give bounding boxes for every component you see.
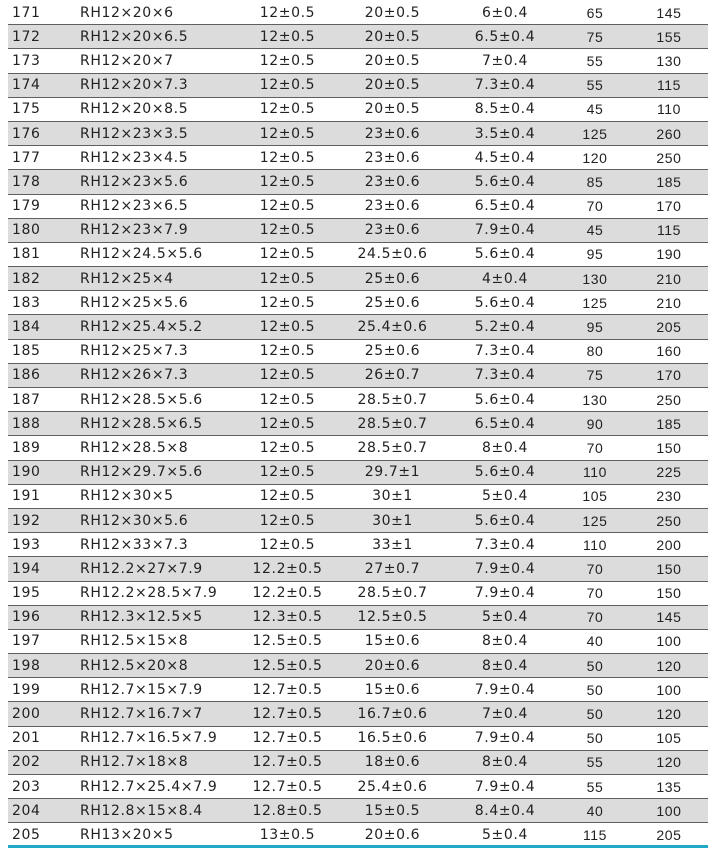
- inner-diameter-cell: 12±0.5: [240, 25, 335, 49]
- outer-diameter-cell: 23±0.6: [335, 218, 450, 242]
- table-row: [8, 73, 708, 97]
- value-b-cell: 190: [630, 242, 708, 266]
- value-b-cell: 200: [630, 533, 708, 557]
- row-number: 177: [8, 146, 80, 170]
- outer-diameter-cell: 18±0.6: [335, 750, 450, 774]
- value-b-cell: 105: [630, 726, 708, 750]
- value-a-cell: 45: [560, 218, 630, 242]
- row-number: 198: [8, 654, 80, 678]
- width-cell: 7.9±0.4: [450, 557, 560, 581]
- outer-diameter-cell: 23±0.6: [335, 194, 450, 218]
- table-row: [8, 146, 708, 170]
- width-cell: 5±0.4: [450, 484, 560, 508]
- table-row: [8, 750, 708, 774]
- model-cell: RH12×23×3.5: [80, 121, 240, 145]
- inner-diameter-cell: 12.7±0.5: [240, 678, 335, 702]
- width-cell: 7.3±0.4: [450, 73, 560, 97]
- model-cell: RH13×20×5: [80, 823, 240, 847]
- outer-diameter-cell: 20±0.5: [335, 1, 450, 25]
- inner-diameter-cell: 12±0.5: [240, 49, 335, 73]
- width-cell: 4.5±0.4: [450, 146, 560, 170]
- inner-diameter-cell: 12±0.5: [240, 194, 335, 218]
- table-row: [8, 363, 708, 387]
- inner-diameter-cell: 12±0.5: [240, 315, 335, 339]
- table-row: [8, 25, 708, 49]
- outer-diameter-cell: 25±0.6: [335, 291, 450, 315]
- width-cell: 5.6±0.4: [450, 508, 560, 532]
- value-b-cell: 210: [630, 267, 708, 291]
- inner-diameter-cell: 12±0.5: [240, 146, 335, 170]
- outer-diameter-cell: 25.4±0.6: [335, 775, 450, 799]
- outer-diameter-cell: 15±0.6: [335, 678, 450, 702]
- value-a-cell: 80: [560, 339, 630, 363]
- width-cell: 8±0.4: [450, 629, 560, 653]
- inner-diameter-cell: 12±0.5: [240, 1, 335, 25]
- row-number: 202: [8, 750, 80, 774]
- width-cell: 5.6±0.4: [450, 388, 560, 412]
- table-row: [8, 654, 708, 678]
- width-cell: 7.9±0.4: [450, 678, 560, 702]
- model-cell: RH12.7×16.7×7: [80, 702, 240, 726]
- outer-diameter-cell: 20±0.5: [335, 25, 450, 49]
- value-a-cell: 130: [560, 267, 630, 291]
- outer-diameter-cell: 20±0.5: [335, 49, 450, 73]
- inner-diameter-cell: 12±0.5: [240, 460, 335, 484]
- table-row: [8, 412, 708, 436]
- value-a-cell: 70: [560, 436, 630, 460]
- row-number: 196: [8, 605, 80, 629]
- row-number: 185: [8, 339, 80, 363]
- value-a-cell: 90: [560, 412, 630, 436]
- value-a-cell: 105: [560, 484, 630, 508]
- row-number: 204: [8, 799, 80, 823]
- inner-diameter-cell: 12.2±0.5: [240, 581, 335, 605]
- outer-diameter-cell: 23±0.6: [335, 121, 450, 145]
- table-row: [8, 291, 708, 315]
- value-a-cell: 55: [560, 49, 630, 73]
- inner-diameter-cell: 12±0.5: [240, 508, 335, 532]
- model-cell: RH12×30×5: [80, 484, 240, 508]
- width-cell: 5.6±0.4: [450, 460, 560, 484]
- outer-diameter-cell: 28.5±0.7: [335, 412, 450, 436]
- value-b-cell: 250: [630, 508, 708, 532]
- row-number: 193: [8, 533, 80, 557]
- width-cell: 7.3±0.4: [450, 533, 560, 557]
- value-a-cell: 55: [560, 73, 630, 97]
- table-row: [8, 484, 708, 508]
- model-cell: RH12×20×7: [80, 49, 240, 73]
- value-b-cell: 145: [630, 1, 708, 25]
- outer-diameter-cell: 25±0.6: [335, 267, 450, 291]
- row-number: 188: [8, 412, 80, 436]
- width-cell: 5.6±0.4: [450, 170, 560, 194]
- inner-diameter-cell: 12±0.5: [240, 121, 335, 145]
- row-number: 179: [8, 194, 80, 218]
- width-cell: 5.2±0.4: [450, 315, 560, 339]
- value-b-cell: 225: [630, 460, 708, 484]
- outer-diameter-cell: 12.5±0.5: [335, 605, 450, 629]
- model-cell: RH12×30×5.6: [80, 508, 240, 532]
- value-b-cell: 185: [630, 170, 708, 194]
- value-b-cell: 100: [630, 678, 708, 702]
- model-cell: RH12.7×18×8: [80, 750, 240, 774]
- value-b-cell: 145: [630, 605, 708, 629]
- model-cell: RH12×23×6.5: [80, 194, 240, 218]
- inner-diameter-cell: 12±0.5: [240, 73, 335, 97]
- value-b-cell: 260: [630, 121, 708, 145]
- row-number: 200: [8, 702, 80, 726]
- table-row: [8, 218, 708, 242]
- width-cell: 7±0.4: [450, 49, 560, 73]
- value-a-cell: 115: [560, 823, 630, 847]
- width-cell: 7.3±0.4: [450, 339, 560, 363]
- inner-diameter-cell: 12±0.5: [240, 484, 335, 508]
- value-a-cell: 85: [560, 170, 630, 194]
- row-number: 199: [8, 678, 80, 702]
- value-b-cell: 210: [630, 291, 708, 315]
- outer-diameter-cell: 25.4±0.6: [335, 315, 450, 339]
- value-b-cell: 155: [630, 25, 708, 49]
- row-number: 201: [8, 726, 80, 750]
- row-number: 182: [8, 267, 80, 291]
- value-a-cell: 50: [560, 726, 630, 750]
- model-cell: RH12×28.5×8: [80, 436, 240, 460]
- table-row: [8, 823, 708, 847]
- value-a-cell: 120: [560, 146, 630, 170]
- outer-diameter-cell: 30±1: [335, 508, 450, 532]
- inner-diameter-cell: 12.8±0.5: [240, 799, 335, 823]
- value-b-cell: 150: [630, 557, 708, 581]
- table-row: [8, 388, 708, 412]
- width-cell: 4±0.4: [450, 267, 560, 291]
- outer-diameter-cell: 27±0.7: [335, 557, 450, 581]
- value-a-cell: 70: [560, 194, 630, 218]
- model-cell: RH12×20×6.5: [80, 25, 240, 49]
- outer-diameter-cell: 16.5±0.6: [335, 726, 450, 750]
- model-cell: RH12×25×4: [80, 267, 240, 291]
- value-b-cell: 115: [630, 73, 708, 97]
- row-number: 191: [8, 484, 80, 508]
- table-row: [8, 194, 708, 218]
- row-number: 176: [8, 121, 80, 145]
- model-cell: RH12×25×7.3: [80, 339, 240, 363]
- outer-diameter-cell: 29.7±1: [335, 460, 450, 484]
- table-row: [8, 315, 708, 339]
- table-row: [8, 267, 708, 291]
- outer-diameter-cell: 25±0.6: [335, 339, 450, 363]
- row-number: 174: [8, 73, 80, 97]
- inner-diameter-cell: 12±0.5: [240, 363, 335, 387]
- model-cell: RH12×23×4.5: [80, 146, 240, 170]
- value-a-cell: 75: [560, 25, 630, 49]
- row-number: 203: [8, 775, 80, 799]
- spec-table: [8, 1, 708, 848]
- width-cell: 5.6±0.4: [450, 242, 560, 266]
- table-row: [8, 460, 708, 484]
- model-cell: RH12.7×25.4×7.9: [80, 775, 240, 799]
- row-number: 178: [8, 170, 80, 194]
- row-number: 171: [8, 1, 80, 25]
- width-cell: 5.6±0.4: [450, 291, 560, 315]
- table-row: [8, 339, 708, 363]
- model-cell: RH12.5×20×8: [80, 654, 240, 678]
- width-cell: 7.9±0.4: [450, 726, 560, 750]
- value-a-cell: 125: [560, 291, 630, 315]
- model-cell: RH12.5×15×8: [80, 629, 240, 653]
- table-row: [8, 508, 708, 532]
- width-cell: 3.5±0.4: [450, 121, 560, 145]
- inner-diameter-cell: 13±0.5: [240, 823, 335, 847]
- value-b-cell: 170: [630, 194, 708, 218]
- value-a-cell: 40: [560, 629, 630, 653]
- row-number: 181: [8, 242, 80, 266]
- value-b-cell: 170: [630, 363, 708, 387]
- value-b-cell: 205: [630, 823, 708, 847]
- width-cell: 7.3±0.4: [450, 363, 560, 387]
- inner-diameter-cell: 12.7±0.5: [240, 750, 335, 774]
- value-a-cell: 40: [560, 799, 630, 823]
- width-cell: 7.9±0.4: [450, 581, 560, 605]
- row-number: 173: [8, 49, 80, 73]
- value-a-cell: 75: [560, 363, 630, 387]
- outer-diameter-cell: 33±1: [335, 533, 450, 557]
- outer-diameter-cell: 26±0.7: [335, 363, 450, 387]
- table-row: [8, 605, 708, 629]
- inner-diameter-cell: 12±0.5: [240, 170, 335, 194]
- model-cell: RH12.7×16.5×7.9: [80, 726, 240, 750]
- outer-diameter-cell: 15±0.5: [335, 799, 450, 823]
- model-cell: RH12×20×8.5: [80, 97, 240, 121]
- value-b-cell: 130: [630, 49, 708, 73]
- width-cell: 8±0.4: [450, 436, 560, 460]
- table-row: [8, 678, 708, 702]
- value-a-cell: 50: [560, 702, 630, 726]
- width-cell: 8±0.4: [450, 654, 560, 678]
- table-row: [8, 49, 708, 73]
- row-number: 172: [8, 25, 80, 49]
- value-a-cell: 110: [560, 460, 630, 484]
- value-b-cell: 115: [630, 218, 708, 242]
- value-b-cell: 120: [630, 750, 708, 774]
- value-b-cell: 250: [630, 388, 708, 412]
- value-b-cell: 205: [630, 315, 708, 339]
- model-cell: RH12×23×7.9: [80, 218, 240, 242]
- table-row: [8, 97, 708, 121]
- table-row: [8, 242, 708, 266]
- value-a-cell: 70: [560, 581, 630, 605]
- inner-diameter-cell: 12±0.5: [240, 218, 335, 242]
- table-row: [8, 436, 708, 460]
- table-row: [8, 557, 708, 581]
- inner-diameter-cell: 12.3±0.5: [240, 605, 335, 629]
- model-cell: RH12×26×7.3: [80, 363, 240, 387]
- model-cell: RH12.8×15×8.4: [80, 799, 240, 823]
- model-cell: RH12×25.4×5.2: [80, 315, 240, 339]
- inner-diameter-cell: 12.5±0.5: [240, 654, 335, 678]
- table-row: [8, 170, 708, 194]
- value-b-cell: 230: [630, 484, 708, 508]
- model-cell: RH12×25×5.6: [80, 291, 240, 315]
- outer-diameter-cell: 23±0.6: [335, 170, 450, 194]
- model-cell: RH12×24.5×5.6: [80, 242, 240, 266]
- width-cell: 5±0.4: [450, 823, 560, 847]
- inner-diameter-cell: 12±0.5: [240, 412, 335, 436]
- value-a-cell: 45: [560, 97, 630, 121]
- row-number: 192: [8, 508, 80, 532]
- model-cell: RH12×28.5×6.5: [80, 412, 240, 436]
- outer-diameter-cell: 23±0.6: [335, 146, 450, 170]
- value-a-cell: 55: [560, 775, 630, 799]
- value-a-cell: 125: [560, 508, 630, 532]
- width-cell: 6.5±0.4: [450, 194, 560, 218]
- width-cell: 8±0.4: [450, 750, 560, 774]
- outer-diameter-cell: 15±0.6: [335, 629, 450, 653]
- value-a-cell: 50: [560, 678, 630, 702]
- table-row: [8, 775, 708, 799]
- inner-diameter-cell: 12±0.5: [240, 242, 335, 266]
- table-row: [8, 629, 708, 653]
- width-cell: 6±0.4: [450, 1, 560, 25]
- model-cell: RH12×28.5×5.6: [80, 388, 240, 412]
- row-number: 183: [8, 291, 80, 315]
- row-number: 175: [8, 97, 80, 121]
- outer-diameter-cell: 28.5±0.7: [335, 581, 450, 605]
- width-cell: 6.5±0.4: [450, 412, 560, 436]
- row-number: 194: [8, 557, 80, 581]
- width-cell: 6.5±0.4: [450, 25, 560, 49]
- value-b-cell: 185: [630, 412, 708, 436]
- inner-diameter-cell: 12±0.5: [240, 388, 335, 412]
- row-number: 189: [8, 436, 80, 460]
- inner-diameter-cell: 12±0.5: [240, 339, 335, 363]
- outer-diameter-cell: 20±0.6: [335, 823, 450, 847]
- inner-diameter-cell: 12±0.5: [240, 97, 335, 121]
- row-number: 197: [8, 629, 80, 653]
- bottom-accent-rule: [8, 845, 708, 848]
- model-cell: RH12×33×7.3: [80, 533, 240, 557]
- value-b-cell: 100: [630, 629, 708, 653]
- table-row: [8, 533, 708, 557]
- row-number: 205: [8, 823, 80, 847]
- value-b-cell: 150: [630, 436, 708, 460]
- model-cell: RH12×20×7.3: [80, 73, 240, 97]
- value-b-cell: 100: [630, 799, 708, 823]
- value-b-cell: 250: [630, 146, 708, 170]
- outer-diameter-cell: 28.5±0.7: [335, 388, 450, 412]
- outer-diameter-cell: 20±0.6: [335, 654, 450, 678]
- table-row: [8, 726, 708, 750]
- value-a-cell: 95: [560, 315, 630, 339]
- value-b-cell: 160: [630, 339, 708, 363]
- value-a-cell: 70: [560, 557, 630, 581]
- value-a-cell: 110: [560, 533, 630, 557]
- width-cell: 7.9±0.4: [450, 218, 560, 242]
- outer-diameter-cell: 20±0.5: [335, 97, 450, 121]
- inner-diameter-cell: 12±0.5: [240, 291, 335, 315]
- row-number: 180: [8, 218, 80, 242]
- table-row: [8, 1, 708, 25]
- inner-diameter-cell: 12.7±0.5: [240, 702, 335, 726]
- width-cell: 7±0.4: [450, 702, 560, 726]
- outer-diameter-cell: 30±1: [335, 484, 450, 508]
- outer-diameter-cell: 20±0.5: [335, 73, 450, 97]
- model-cell: RH12.7×15×7.9: [80, 678, 240, 702]
- inner-diameter-cell: 12.2±0.5: [240, 557, 335, 581]
- value-b-cell: 110: [630, 97, 708, 121]
- value-b-cell: 150: [630, 581, 708, 605]
- value-b-cell: 120: [630, 702, 708, 726]
- inner-diameter-cell: 12.7±0.5: [240, 775, 335, 799]
- inner-diameter-cell: 12±0.5: [240, 267, 335, 291]
- row-number: 190: [8, 460, 80, 484]
- width-cell: 8.5±0.4: [450, 97, 560, 121]
- model-cell: RH12.3×12.5×5: [80, 605, 240, 629]
- model-cell: RH12.2×27×7.9: [80, 557, 240, 581]
- row-number: 184: [8, 315, 80, 339]
- table-row: [8, 121, 708, 145]
- value-b-cell: 135: [630, 775, 708, 799]
- value-a-cell: 130: [560, 388, 630, 412]
- model-cell: RH12×23×5.6: [80, 170, 240, 194]
- value-a-cell: 95: [560, 242, 630, 266]
- model-cell: RH12×29.7×5.6: [80, 460, 240, 484]
- table-row: [8, 581, 708, 605]
- row-number: 195: [8, 581, 80, 605]
- model-cell: RH12×20×6: [80, 1, 240, 25]
- outer-diameter-cell: 16.7±0.6: [335, 702, 450, 726]
- row-number: 187: [8, 388, 80, 412]
- inner-diameter-cell: 12.7±0.5: [240, 726, 335, 750]
- width-cell: 5±0.4: [450, 605, 560, 629]
- width-cell: 7.9±0.4: [450, 775, 560, 799]
- inner-diameter-cell: 12±0.5: [240, 436, 335, 460]
- width-cell: 8.4±0.4: [450, 799, 560, 823]
- value-a-cell: 65: [560, 1, 630, 25]
- table-row: [8, 702, 708, 726]
- outer-diameter-cell: 28.5±0.7: [335, 436, 450, 460]
- model-cell: RH12.2×28.5×7.9: [80, 581, 240, 605]
- outer-diameter-cell: 24.5±0.6: [335, 242, 450, 266]
- value-a-cell: 70: [560, 605, 630, 629]
- table-body: [8, 1, 708, 847]
- inner-diameter-cell: 12±0.5: [240, 533, 335, 557]
- row-number: 186: [8, 363, 80, 387]
- value-a-cell: 55: [560, 750, 630, 774]
- inner-diameter-cell: 12.5±0.5: [240, 629, 335, 653]
- table-row: [8, 799, 708, 823]
- value-a-cell: 50: [560, 654, 630, 678]
- value-b-cell: 120: [630, 654, 708, 678]
- value-a-cell: 125: [560, 121, 630, 145]
